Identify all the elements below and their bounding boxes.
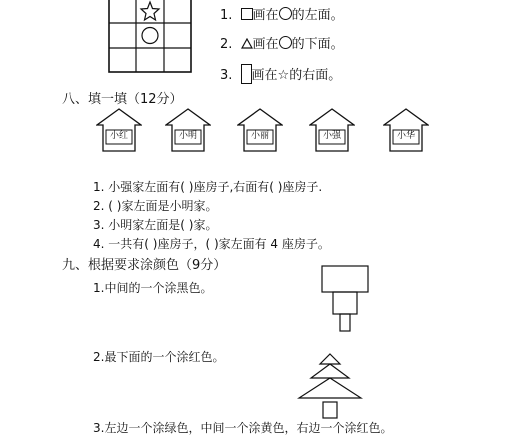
house-label: 小丽 (250, 131, 269, 141)
house-xiaohong (96, 108, 142, 152)
star-shape (141, 2, 159, 20)
question-3: 3. 小明家左面是( )家。 (93, 218, 218, 232)
item-text: 的左面。 (291, 8, 344, 23)
item-text: 的下面。 (291, 37, 344, 52)
house-xiaoqiang (309, 108, 355, 152)
house-xiaoming (165, 108, 211, 152)
section-8-heading: 八、填一填（12分） (62, 92, 183, 107)
item-text: 画在 (252, 8, 279, 23)
item-text: 画在 (252, 37, 279, 52)
position-item-1 (220, 4, 344, 23)
item-text: 画在☆的右面。 (251, 68, 342, 83)
circle-icon (279, 36, 292, 49)
instruction-1: 1.中间的一个涂黑色。 (93, 281, 213, 295)
question-1: 1. 小强家左面有( )座房子,右面有( )座房子. (93, 180, 323, 194)
house-label: 小红 (109, 131, 128, 141)
house-xiaoli (237, 108, 283, 152)
triangle-icon (241, 38, 253, 49)
position-item-2 (220, 33, 344, 52)
instruction-3: 3.左边一个涂绿色，中间一个涂黄色，右边一个涂红色。 (93, 421, 393, 435)
position-item-3 (220, 64, 341, 84)
item-number: 1. (220, 8, 233, 23)
square-icon (241, 8, 253, 20)
position-grid (108, 0, 192, 73)
house-label: 小明 (178, 131, 197, 141)
house-label: 小强 (322, 131, 341, 141)
item-number: 2. (220, 37, 233, 52)
question-4: 4. 一共有( )座房子，( )家左面有 4 座房子。 (93, 237, 330, 251)
circle-icon (279, 7, 292, 20)
house-xiaohua (383, 108, 429, 152)
rectangle-icon (241, 64, 252, 84)
section-9-heading: 九、根据要求涂颜色（9分） (62, 258, 227, 273)
circle-shape (142, 28, 158, 44)
item-number: 3. (220, 68, 233, 83)
stacked-blocks-figure (320, 264, 370, 334)
house-label: 小华 (396, 131, 415, 141)
tree-figure (297, 352, 363, 422)
instruction-2: 2.最下面的一个涂红色。 (93, 350, 225, 364)
question-2: 2. ( )家左面是小明家。 (93, 199, 218, 213)
